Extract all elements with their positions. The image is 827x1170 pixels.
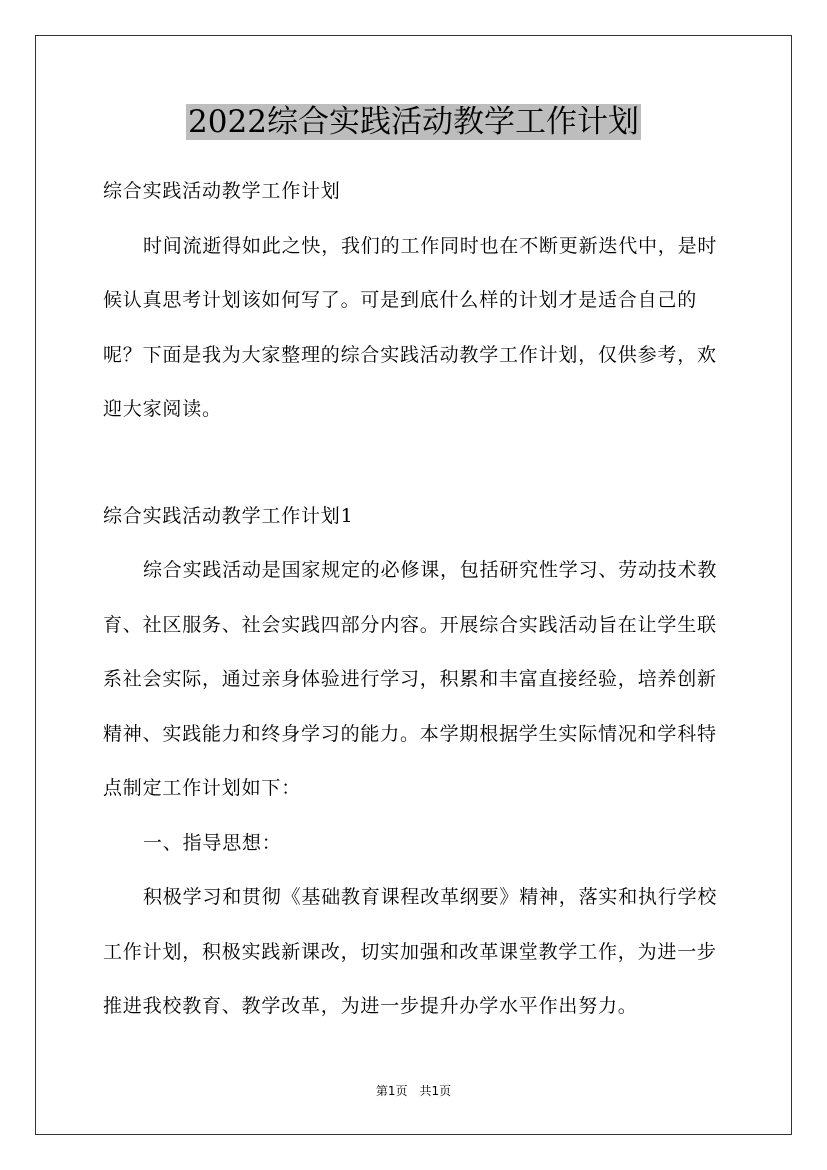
guiding-paragraph: 积极学习和贯彻《基础教育课程改革纲要》精神，落实和执行学校工作计划，积极实践新课改，切实加强和改革课堂教学工作，为进一步推进我校教育、教学改革，为进一步提升办学水平作出努力。	[103, 886, 718, 1017]
document-title-text: 2022综合实践活动教学工作计划	[188, 104, 639, 140]
intro-paragraph: 时间流逝得如此之快，我们的工作同时也在不断更新迭代中，是时候认真思考计划该如何写了。可是到底什么样的计划才是适合自己的呢？下面是我为大家整理的综合实践活动教学工作计划，仅供参考，欢迎大家阅读。	[103, 234, 718, 420]
page-footer: 第1页 共1页	[375, 1084, 452, 1098]
document-body	[103, 164, 733, 1034]
guiding-heading: 一、指导思想：	[143, 831, 282, 854]
section-gap	[103, 437, 733, 489]
section1-paragraph: 综合实践活动是国家规定的必修课，包括研究性学习、劳动技术教育、社区服务、社会实践四部分内容。开展综合实践活动旨在让学生联系社会实际，通过亲身体验进行学习，积累和丰富直接经验，培养创新精神、实践能力和终身学习的能力。本学期根据学生实际情况和学科特点制定工作计划如下：	[103, 559, 718, 799]
section1-heading: 综合实践活动教学工作计划1	[103, 504, 354, 527]
intro-heading: 综合实践活动教学工作计划	[103, 180, 341, 202]
document-title	[0, 100, 827, 144]
